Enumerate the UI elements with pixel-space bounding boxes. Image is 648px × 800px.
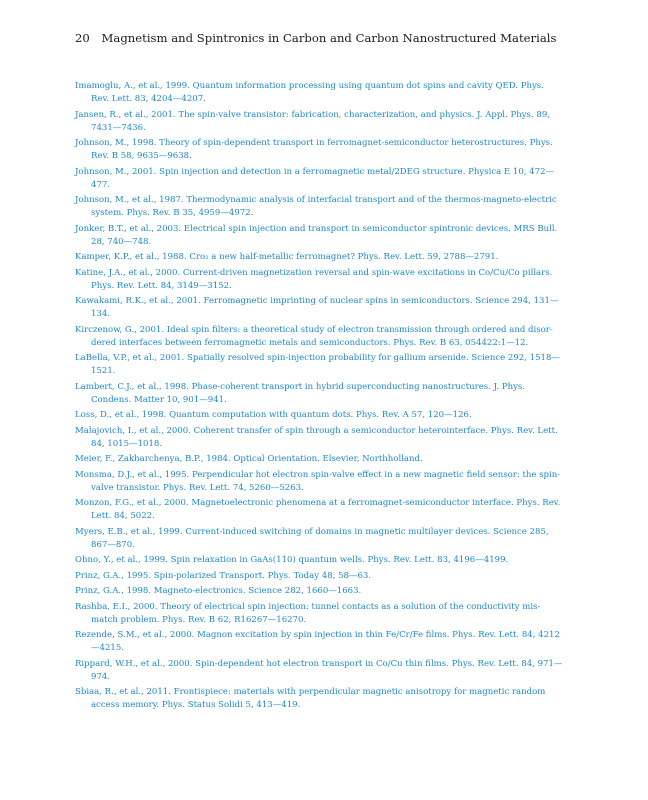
- reference-entry[interactable]: Imamoglu, A., et al., 1999. Quantum information processing using quantum dot spins and cavity QED. Phys. Rev. Lett. 83, 4204—4207.: [75, 81, 544, 105]
- reference-entry[interactable]: Kirczenow, G., 2001. Ideal spin filters: a theoretical study of electron transmission through ordered and disor-dered interfaces between ferromagnetic metals and semiconductors. Phys. Rev. B 63, 054422:1—12.: [75, 324, 553, 348]
- reference-entry[interactable]: Prinz, G.A., 1995. Spin-polarized Transport. Phys. Today 48, 58—63.: [75, 570, 372, 581]
- reference-entry[interactable]: Myers, E.B., et al., 1999. Current-induced switching of domains in magnetic multilayer devices. Science 285, 867—870.: [75, 526, 549, 550]
- reference-entry[interactable]: Meier, F., Zakharchenya, B.P., 1984. Optical Orientation. Elsevier, Northholland.: [75, 454, 423, 465]
- reference-entry[interactable]: Kawakami, R.K., et al., 2001. Ferromagnetic imprinting of nuclear spins in semiconductors. Science 294, 131—134.: [75, 296, 559, 320]
- reference-entry[interactable]: Johnson, M., 2001. Spin injection and detection in a ferromagnetic metal/2DEG structure. Physica E 10, 472—477.: [75, 166, 555, 190]
- reference-entry[interactable]: Jansen, R., et al., 2001. The spin-valve transistor: fabrication, characterization, and physics. J. Appl. Phys. 89, 7431—7436.: [75, 109, 550, 133]
- reference-entry[interactable]: Prinz, G.A., 1998. Magneto-electronics. Science 282, 1660—1663.: [75, 586, 362, 597]
- reference-entry[interactable]: Monzon, F.G., et al., 2000. Magnetoelectronic phenomena at a ferromagnet-semiconductor interface. Phys. Rev. Lett. 84, 5022.: [75, 498, 561, 522]
- reference-entry[interactable]: Malajovich, I., et al., 2000. Coherent transfer of spin through a semiconductor heterointerface. Phys. Rev. Lett. 84, 1015—1018.: [75, 425, 558, 449]
- reference-entry[interactable]: Rashba, E.I., 2000. Theory of electrical spin injection: tunnel contacts as a solution of the conductivity mis-match problem. Phys. Rev. B 62, R16267—16270.: [75, 601, 541, 625]
- reference-entry[interactable]: Katine, J.A., et al., 2000. Current-driven magnetization reversal and spin-wave excitations in Co/Cu/Co pillars. Phys. Rev. Lett. 84, 3149—3152.: [75, 267, 553, 291]
- reference-entry[interactable]: Ohno, Y., et al., 1999. Spin relaxation in GaAs(110) quantum wells. Phys. Rev. Lett. 83, 4196—4199.: [75, 555, 509, 566]
- reference-entry[interactable]: Rippard, W.H., et al., 2000. Spin-dependent hot electron transport in Co/Cu thin films. Phys. Rev. Lett. 84, 971—974.: [75, 658, 563, 682]
- reference-entry[interactable]: Rezende, S.M., et al., 2000. Magnon excitation by spin injection in thin Fe/Cr/Fe films. Phys. Rev. Lett. 84, 4212—4215.: [75, 630, 560, 654]
- running-head: [75, 31, 556, 45]
- reference-entry[interactable]: Kamper, K.P., et al., 1988. Cro₂ a new half-metallic ferromagnet? Phys. Rev. Lett. 59, 2788—2791.: [75, 252, 499, 263]
- reference-entry[interactable]: LaBella, V.P., et al., 2001. Spatially resolved spin-injection probability for gallium arsenide. Science 292, 1518—1521.: [75, 353, 560, 377]
- reference-entry[interactable]: Lambert, C.J., et al., 1998. Phase-coherent transport in hybrid superconducting nanostructures. J. Phys. Condens. Matter 10, 901—941.: [75, 381, 526, 405]
- book-title: Magnetism and Spintronics in Carbon and Carbon Nanostructured Materials: [101, 31, 557, 45]
- reference-entry[interactable]: Jonker, B.T., et al., 2003. Electrical spin injection and transport in semiconductor spintronic devices. MRS Bull. 28, 740—748.: [75, 223, 558, 247]
- reference-entry[interactable]: Loss, D., et al., 1998. Quantum computation with quantum dots. Phys. Rev. A 57, 120—126.: [75, 410, 472, 421]
- reference-entry[interactable]: Johnson, M., et al., 1987. Thermodynamic analysis of interfacial transport and of the thermos-magneto-electric system. Phys. Rev. B 35, 4959—4972.: [75, 195, 557, 219]
- reference-entry[interactable]: Sbiaa, R., et al., 2011. Frontispiece: materials with perpendicular magnetic anisotropy for magnetic random access memory. Phys. Status Solidi 5, 413—419.: [75, 687, 546, 711]
- page-number: 20: [75, 31, 90, 45]
- reference-entry[interactable]: Monsma, D.J., et al., 1995. Perpendicular hot electron spin-valve effect in a new magnetic field sensor: the spin-valve transistor. Phys. Rev. Lett. 74, 5260—5263.: [75, 469, 561, 493]
- reference-list: [75, 80, 563, 715]
- reference-entry[interactable]: Johnson, M., 1998. Theory of spin-dependent transport in ferromagnet-semiconductor heterostructures. Phys. Rev. B 58, 9635—9638.: [75, 138, 553, 162]
